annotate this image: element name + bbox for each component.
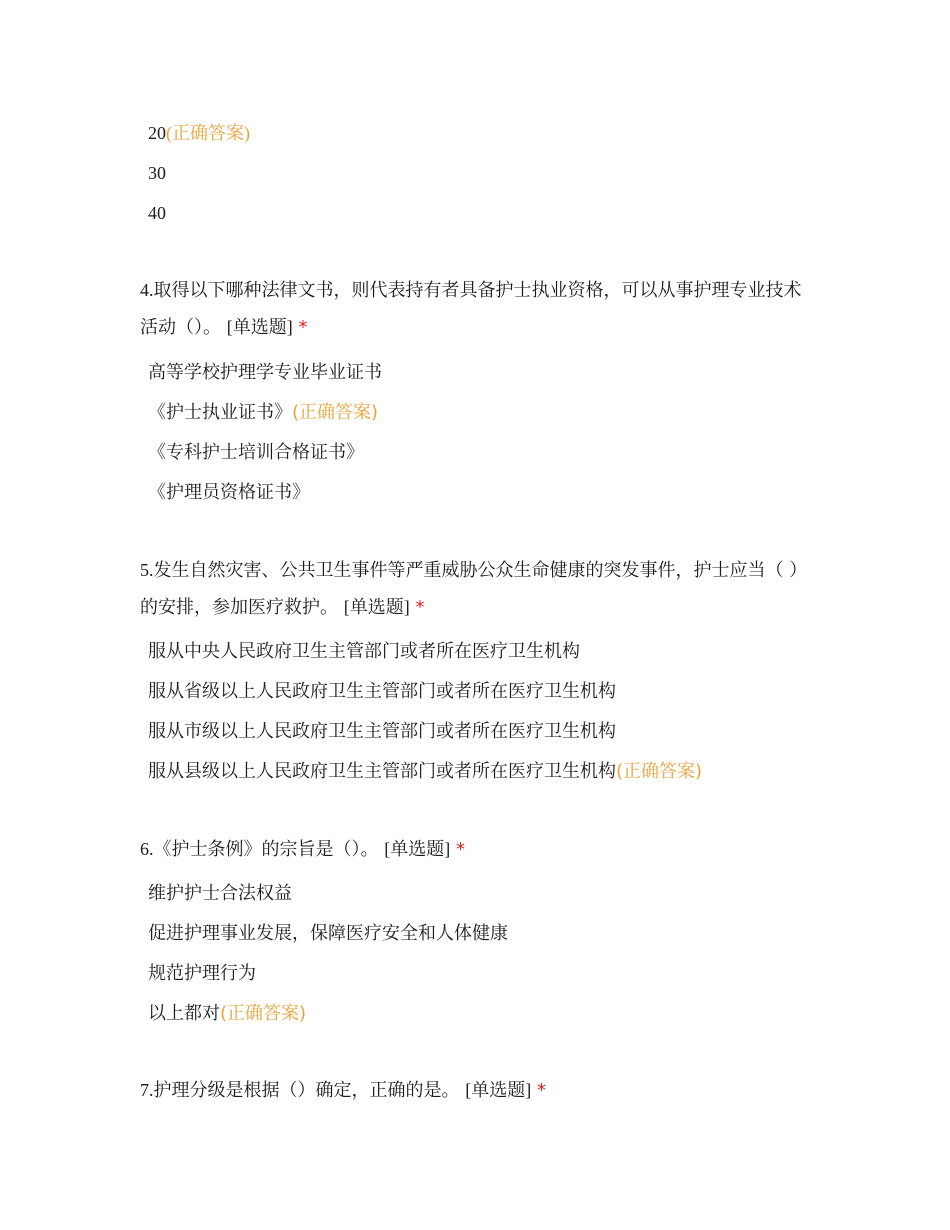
- required-mark: *: [415, 597, 425, 618]
- q5-question: [140, 552, 815, 626]
- q7-number: 7.: [140, 1080, 154, 1100]
- q4-option-4: 《护理员资格证书》: [148, 482, 310, 503]
- required-mark: *: [455, 839, 465, 860]
- q4-text: 取得以下哪种法律文书，则代表持有者具备护士执业资格，可以从事护理专业技术活动（）。: [140, 280, 802, 338]
- q5-number: 5.: [140, 560, 154, 580]
- q5-option-4: 服从县级以上人民政府卫生主管部门或者所在医疗卫生机构(正确答案): [148, 761, 703, 782]
- correct-answer-label: (正确答案): [292, 402, 379, 423]
- q4-option-1: 高等学校护理学专业毕业证书: [148, 362, 382, 383]
- q5-text: 发生自然灾害、公共卫生事件等严重威胁公众生命健康的突发事件，护士应当（ ）的安排，参加医疗救护。: [140, 560, 808, 618]
- q6-number: 6.: [140, 839, 154, 859]
- correct-answer-label: (正确答案): [616, 761, 703, 782]
- q6-text: 《护士条例》的宗旨是（）。: [153, 839, 379, 860]
- correct-answer-label: (正确答案): [166, 123, 250, 143]
- q5-option-2: 服从省级以上人民政府卫生主管部门或者所在医疗卫生机构: [148, 681, 616, 702]
- q3-option-2: 30: [148, 163, 166, 183]
- required-mark: *: [536, 1080, 546, 1101]
- q5-type-tag: [单选题]: [343, 597, 410, 617]
- q6-question: [140, 831, 815, 868]
- q4-number: 4.: [140, 280, 154, 300]
- q4-option-2: 《护士执业证书》(正确答案): [148, 402, 379, 423]
- q3-option-3: 40: [148, 203, 166, 223]
- q6-option-1: 维护护士合法权益: [148, 883, 292, 904]
- q4-option-3: 《专科护士培训合格证书》: [148, 442, 364, 463]
- correct-answer-label: (正确答案): [220, 1003, 307, 1024]
- q4-question: [140, 272, 815, 346]
- q7-question: [140, 1072, 815, 1109]
- q6-option-2: 促进护理事业发展，保障医疗安全和人体健康: [148, 923, 508, 944]
- q5-option-1: 服从中央人民政府卫生主管部门或者所在医疗卫生机构: [148, 641, 580, 662]
- q6-type-tag: [单选题]: [384, 839, 451, 859]
- q4-type-tag: [单选题]: [226, 317, 293, 337]
- q7-text: 护理分级是根据（）确定，正确的是。: [153, 1080, 460, 1101]
- q6-option-3: 规范护理行为: [148, 963, 256, 984]
- q7-type-tag: [单选题]: [465, 1080, 532, 1100]
- required-mark: *: [298, 317, 308, 338]
- q3-option-1: 20(正确答案): [148, 123, 250, 143]
- q5-option-3: 服从市级以上人民政府卫生主管部门或者所在医疗卫生机构: [148, 721, 616, 742]
- q6-option-4: 以上都对(正确答案): [148, 1003, 307, 1024]
